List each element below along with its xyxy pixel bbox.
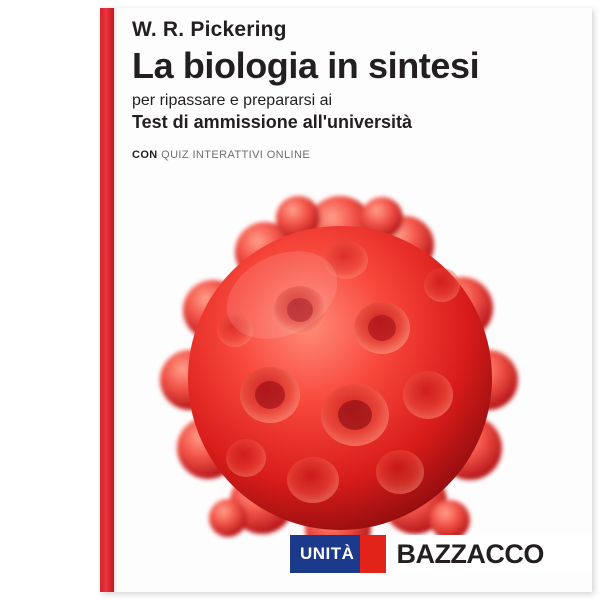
imprint-logo [290, 535, 360, 573]
imprint-suffix: À [341, 544, 355, 563]
subtitle-line-1: per ripassare e prepararsi ai [132, 91, 333, 109]
publisher-name: BAZZACCO [386, 535, 592, 573]
spine-edge-shadow [114, 8, 118, 592]
book-spine [100, 8, 114, 592]
accent-red-block [360, 535, 386, 573]
publisher-bar [290, 535, 592, 573]
imprint-text: UNIT [300, 544, 342, 563]
virus-illustration [150, 190, 530, 560]
page-title: La biologia in sintesi [132, 45, 480, 86]
cover-text-block [132, 18, 562, 161]
virus-particle-icon [150, 190, 530, 560]
online-note-text: QUIZ INTERATTIVI ONLINE [161, 148, 311, 161]
author-name: W. R. Pickering [132, 18, 287, 41]
online-quiz-note [132, 149, 562, 161]
subtitle-line-2: Test di ammissione all'università [132, 112, 413, 133]
online-note-prefix: CON [132, 148, 158, 161]
